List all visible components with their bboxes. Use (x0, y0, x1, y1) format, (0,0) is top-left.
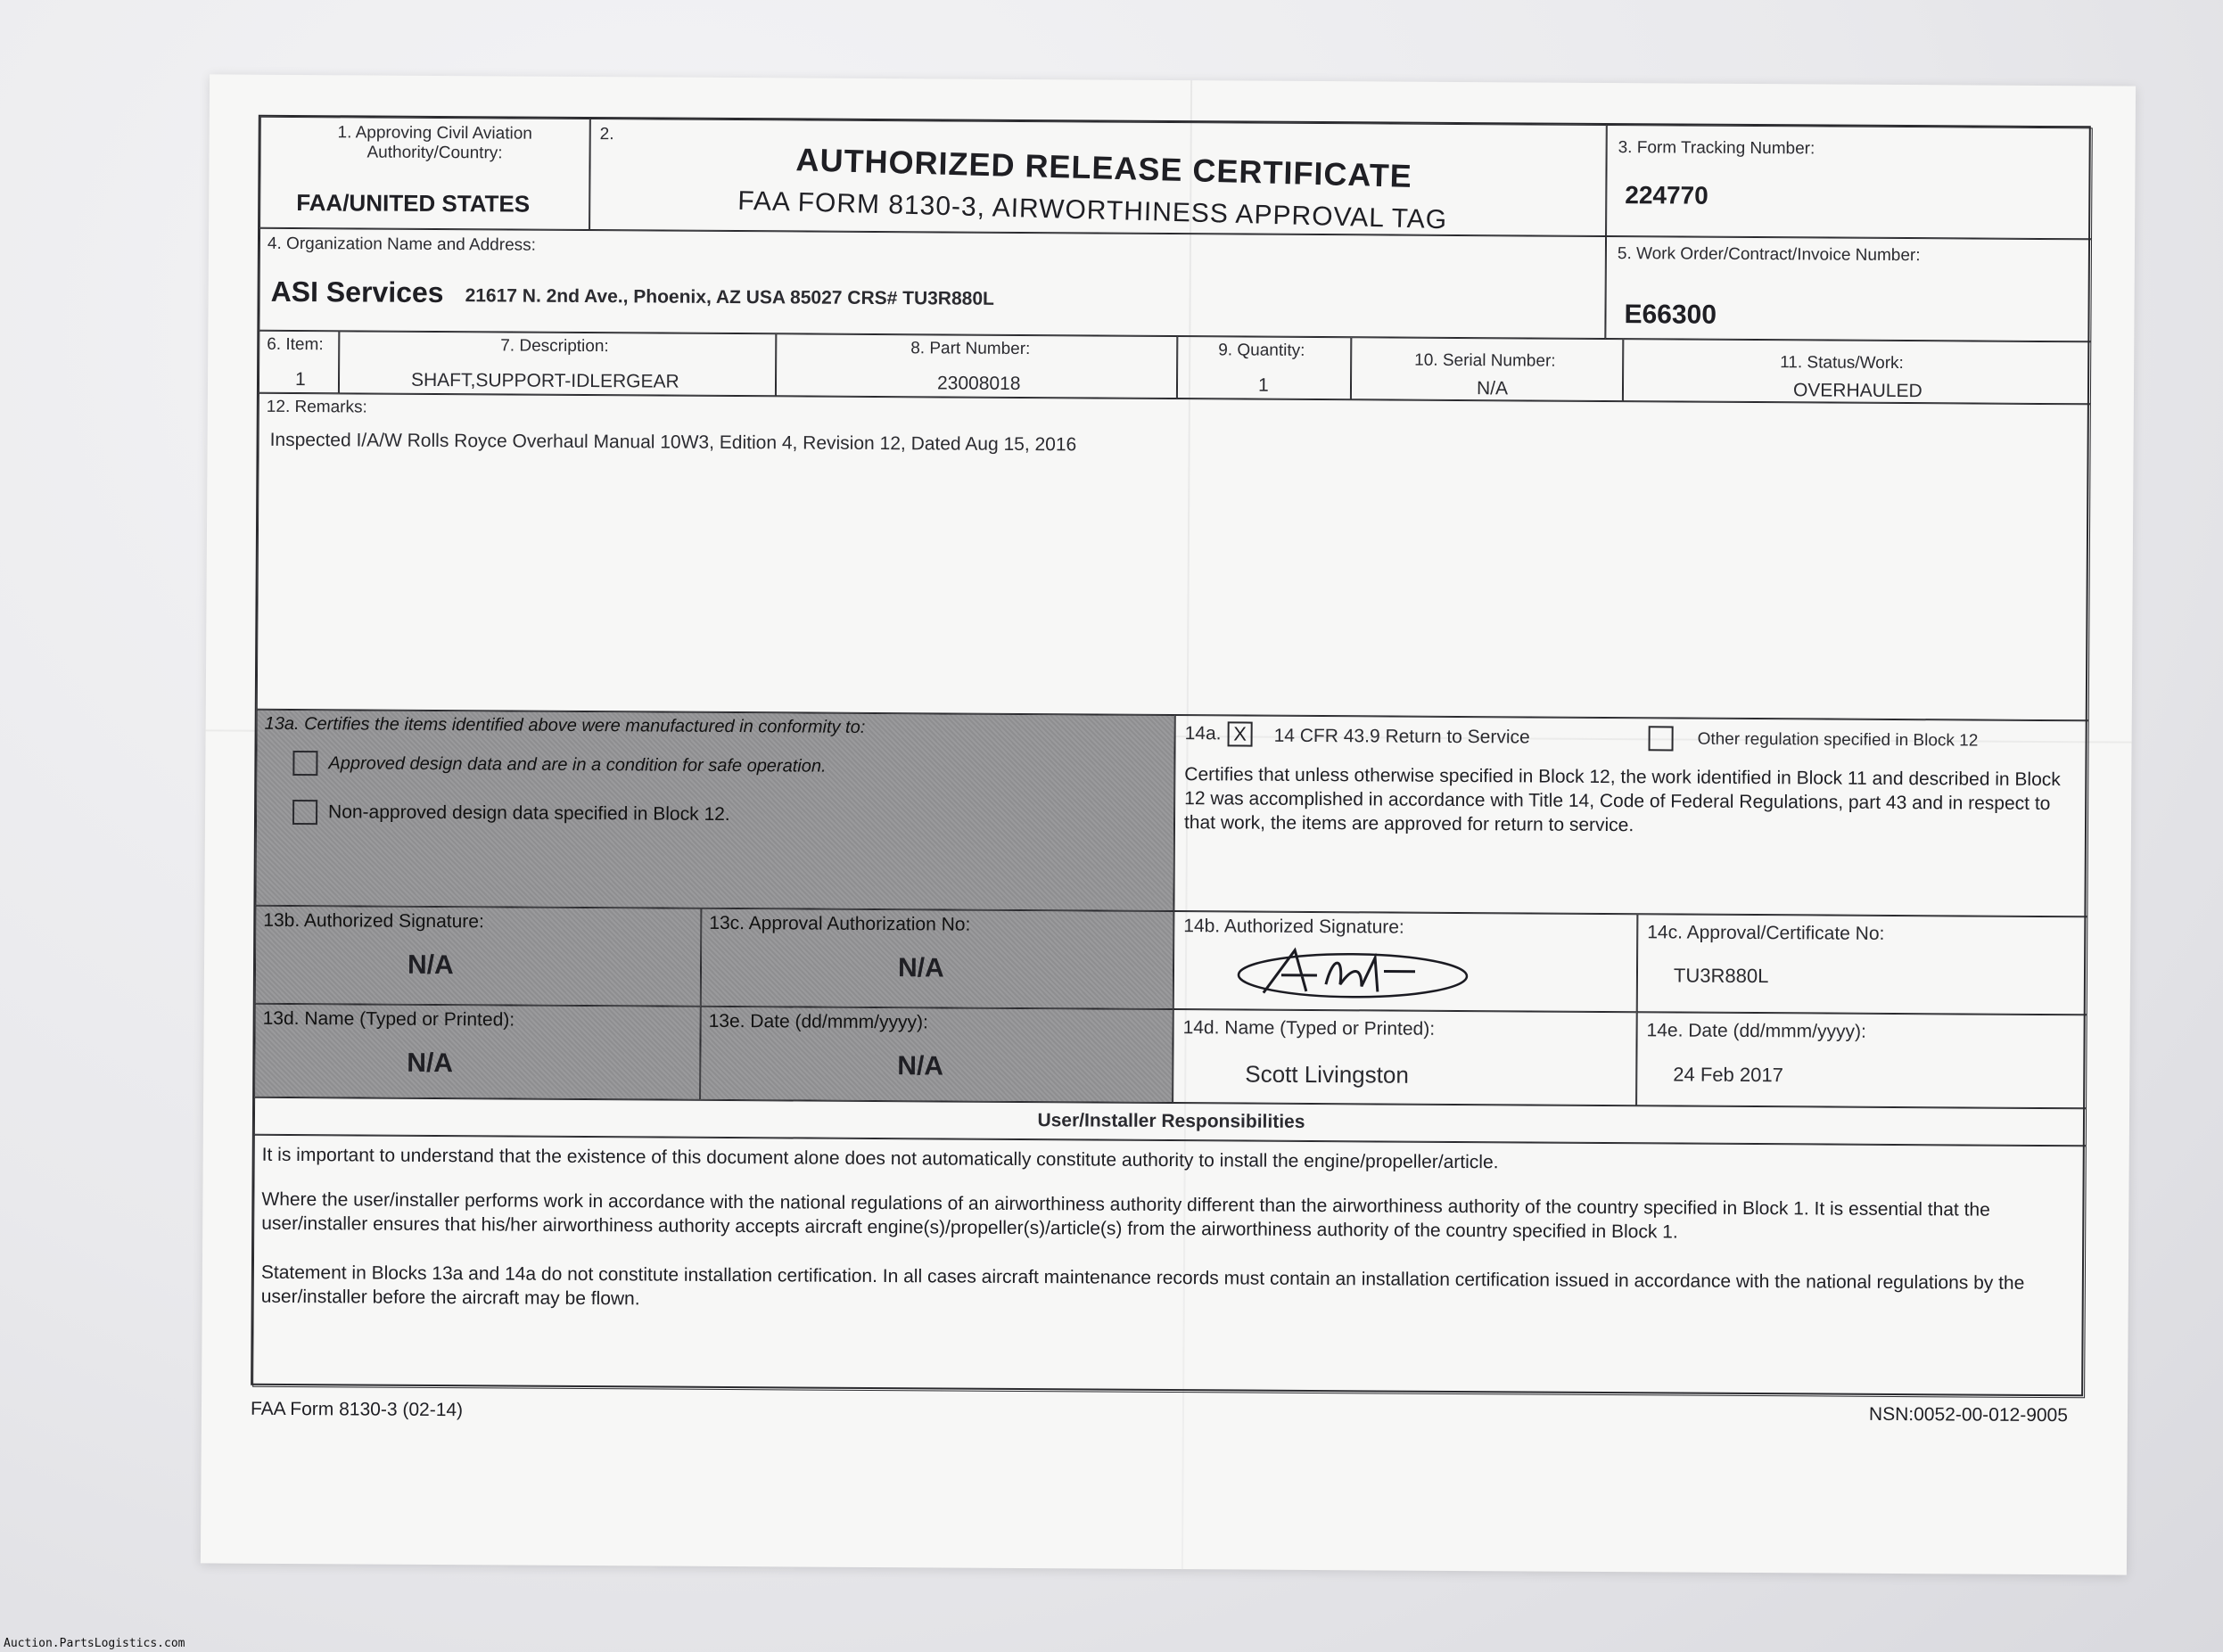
part-number-header: 8. Part Number: (910, 339, 1031, 359)
block-14c (1637, 914, 2088, 1015)
block-14c-label: 14c. Approval/Certificate No: (1647, 922, 1885, 944)
form-8130-3 (251, 115, 2091, 1397)
block-14a-label: 14a. (1184, 723, 1222, 744)
block-14b-label: 14b. Authorized Signature: (1183, 916, 1404, 938)
form-identifier: FAA Form 8130-3 (02-14) (250, 1398, 464, 1421)
return-to-service-checkbox[interactable]: X (1228, 721, 1253, 746)
block-5 (1605, 236, 2092, 341)
item-value: 1 (294, 369, 306, 390)
description-value: SHAFT,SUPPORT-IDLERGEAR (410, 369, 679, 392)
form-tracking-number: 224770 (1625, 181, 1708, 210)
block-1-label: 1. Approving Civil Aviation Authority/Country: (337, 123, 532, 163)
block-13c-value: N/A (897, 953, 944, 983)
serial-number-header: 10. Serial Number: (1414, 350, 1556, 371)
other-regulation-option: Other regulation specified in Block 12 (1697, 729, 1979, 751)
non-approved-design-checkbox[interactable] (292, 800, 317, 825)
block-14e-label: 14e. Date (dd/mmm/yyyy): (1646, 1020, 1866, 1042)
approved-design-option: Approved design data and are in a condition for safe operation. (328, 753, 827, 777)
block-10 (1351, 337, 1623, 401)
organization-name: ASI Services (270, 275, 444, 309)
block-13b (255, 906, 702, 1007)
responsibilities-paragraph-2: Where the user/installer performs work in accordance with the national regulations of an airworthiness authority different than the airworthiness authority of the country specified in Block 1. It is essential that the user/installer ensures that his/her airworthiness authority accepts aircraft engine(s)/propeller(s)/article(s) from the airworthiness authority of the country specified in Block 1. (261, 1188, 1990, 1243)
block-14a (1173, 715, 2088, 916)
approving-authority: FAA/UNITED STATES (296, 189, 531, 218)
remarks-text: Inspected I/A/W Rolls Royce Overhaul Manual 10W3, Edition 4, Revision 12, Dated Aug 15, 2016 (269, 429, 1077, 456)
approved-design-checkbox[interactable] (292, 751, 317, 776)
block-13b-value: N/A (407, 949, 454, 981)
status-work-header: 11. Status/Work: (1780, 353, 1904, 374)
block-13d-value: N/A (407, 1048, 454, 1079)
block-5-label: 5. Work Order/Contract/Invoice Number: (1617, 244, 1921, 266)
status-work-value: OVERHAULED (1792, 380, 1922, 402)
block-13e (700, 1007, 1173, 1103)
description-header: 7. Description: (500, 336, 609, 357)
organization-address: 21617 N. 2nd Ave., Phoenix, AZ USA 85027 CRS# TU3R880L (465, 285, 994, 309)
block-7 (339, 331, 776, 396)
block-13a (255, 710, 1174, 911)
block-8 (776, 333, 1177, 399)
return-to-service-option: 14 CFR 43.9 Return to Service (1273, 725, 1530, 748)
responsibilities-paragraph-3: Statement in Blocks 13a and 14a do not constitute installation certification. In all cases aircraft maintenance records must contain an installation certification issued in accordance with the national regulations by the user/installer before the aircraft may be flown. (260, 1262, 2025, 1310)
block-12 (257, 393, 2091, 721)
work-order-number: E66300 (1624, 300, 1717, 330)
block-14e-value: 24 Feb 2017 (1673, 1063, 1783, 1087)
block-14d (1173, 1009, 1637, 1105)
certificate-paper (201, 74, 2136, 1574)
block-13e-value: N/A (897, 1051, 944, 1081)
quantity-value: 1 (1257, 374, 1269, 396)
block-14e (1636, 1012, 2087, 1108)
certificate-title: AUTHORIZED RELEASE CERTIFICATE (795, 141, 1413, 194)
non-approved-design-option: Non-approved design data specified in Block 12. (327, 801, 730, 825)
responsibilities-body (252, 1135, 2087, 1399)
authorized-signature (1228, 939, 1478, 1007)
block-13c (701, 908, 1174, 1009)
block-2 (589, 119, 1607, 236)
block-9 (1177, 336, 1351, 399)
block-4 (259, 228, 1606, 339)
block-13a-label: 13a. Certifies the items identified above were manufactured in conformity to: (264, 713, 866, 737)
block-13e-label: 13e. Date (dd/mmm/yyyy): (708, 1010, 928, 1033)
block-6 (259, 331, 339, 394)
serial-number-value: N/A (1476, 378, 1509, 399)
block-4-label: 4. Organization Name and Address: (267, 234, 537, 255)
responsibilities-heading: User/Installer Responsibilities (1037, 1110, 1305, 1132)
block-14b (1173, 911, 1638, 1012)
remarks-label: 12. Remarks: (266, 397, 367, 417)
block-13c-label: 13c. Approval Authorization No: (709, 912, 971, 935)
block-11 (1623, 339, 2091, 404)
item-header: 6. Item: (267, 334, 324, 355)
watermark: Auction.PartsLogistics.com (4, 1637, 185, 1650)
block-3 (1606, 125, 2093, 239)
block-13b-label: 13b. Authorized Signature: (263, 909, 484, 933)
block-13d-label: 13d. Name (Typed or Printed): (262, 1007, 515, 1031)
block-14d-label: 14d. Name (Typed or Printed): (1182, 1017, 1436, 1040)
other-regulation-checkbox[interactable] (1649, 726, 1674, 751)
block-14c-value: TU3R880L (1673, 964, 1769, 988)
part-number-value: 23008018 (936, 373, 1021, 394)
block-14a-statement: Certifies that unless otherwise specified in Block 12, the work identified in Block 11 and described in Block 12 was accomplished in accordance with Title 14, Code of Federal Regulations, part 43 and in respect to that work, the items are approved for return to service. (1183, 764, 2061, 836)
block-1 (259, 117, 590, 230)
block-3-label: 3. Form Tracking Number: (1618, 138, 1815, 159)
block-2-label: 2. (599, 125, 614, 144)
certificate-subtitle: FAA FORM 8130-3, AIRWORTHINESS APPROVAL TAG (737, 185, 1448, 235)
block-14d-value: Scott Livingston (1245, 1060, 1409, 1089)
quantity-header: 9. Quantity: (1218, 341, 1305, 360)
block-13d (254, 1004, 701, 1100)
responsibilities-paragraph-1: It is important to understand that the existence of this document alone does not automatically constitute authority to install the engine/propeller/article. (261, 1144, 1499, 1173)
nsn-number: NSN:0052-00-012-9005 (1868, 1403, 2069, 1426)
